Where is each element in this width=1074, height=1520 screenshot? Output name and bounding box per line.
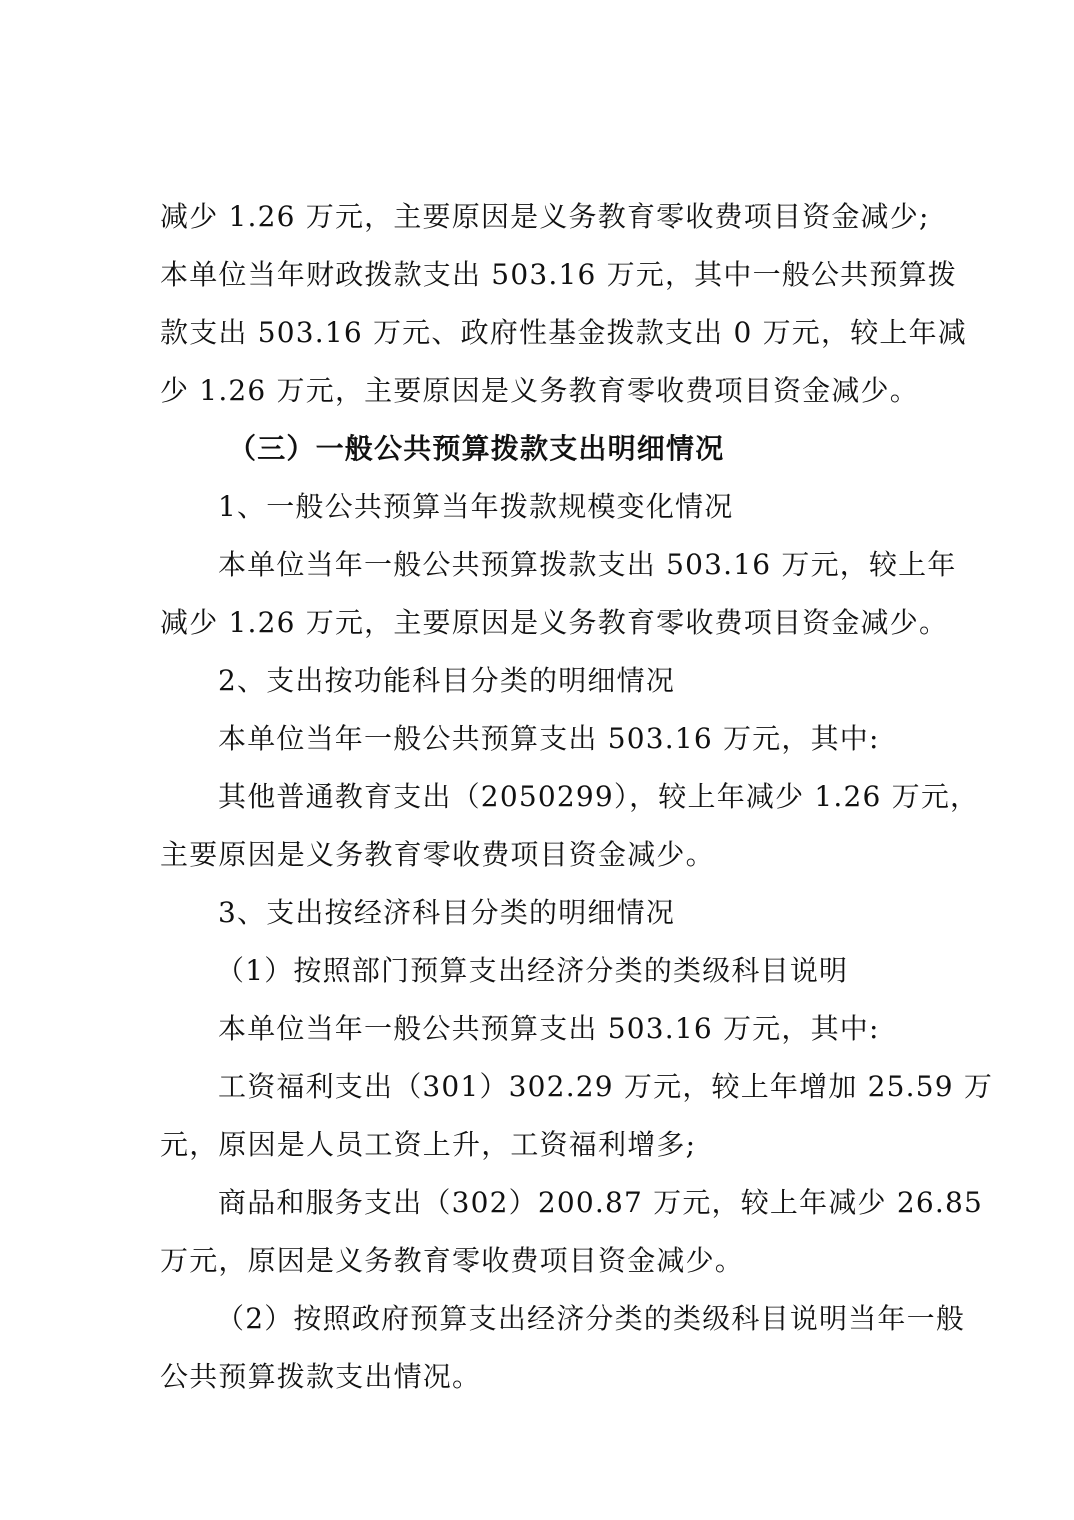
paragraph-line: 元，原因是人员工资上升，工资福利增多;: [160, 1128, 697, 1161]
paragraph-line: 本单位当年财政拨款支出 503.16 万元，其中一般公共预算拨: [160, 258, 957, 291]
paragraph-line: 其他普通教育支出（2050299），较上年减少 1.26 万元，: [218, 780, 980, 813]
paragraph-line: 商品和服务支出（302）200.87 万元，较上年减少 26.85: [218, 1186, 983, 1219]
paragraph-line: 减少 1.26 万元，主要原因是义务教育零收费项目资金减少。: [160, 606, 949, 639]
paragraph-line: 本单位当年一般公共预算拨款支出 503.16 万元，较上年: [218, 548, 957, 581]
document-page: [160, 188, 994, 1406]
subsection-heading: 1、一般公共预算当年拨款规模变化情况: [218, 490, 734, 523]
paragraph-line: 款支出 503.16 万元、政府性基金拨款支出 0 万元，较上年减: [160, 316, 967, 349]
paragraph-line: 减少 1.26 万元，主要原因是义务教育零收费项目资金减少;: [160, 200, 930, 233]
paragraph-line: 万元，原因是义务教育零收费项目资金减少。: [160, 1244, 745, 1277]
paragraph-line: 本单位当年一般公共预算支出 503.16 万元，其中:: [218, 1012, 880, 1045]
paragraph-line: 本单位当年一般公共预算支出 503.16 万元，其中:: [218, 722, 880, 755]
subsection-heading: 3、支出按经济科目分类的明细情况: [218, 896, 676, 929]
subsection-heading: 2、支出按功能科目分类的明细情况: [218, 664, 676, 697]
paragraph-line: 公共预算拨款支出情况。: [160, 1360, 482, 1393]
paragraph-line: 主要原因是义务教育零收费项目资金减少。: [160, 838, 715, 871]
subsection-item: （2）按照政府预算支出经济分类的类级科目说明当年一般: [216, 1302, 966, 1335]
paragraph-line: 工资福利支出（301）302.29 万元，较上年增加 25.59 万: [218, 1070, 994, 1103]
paragraph-line: 少 1.26 万元，主要原因是义务教育零收费项目资金减少。: [160, 374, 919, 407]
section-heading: （三）一般公共预算拨款支出明细情况: [228, 432, 725, 465]
subsection-item: （1）按照部门预算支出经济分类的类级科目说明: [216, 954, 849, 987]
